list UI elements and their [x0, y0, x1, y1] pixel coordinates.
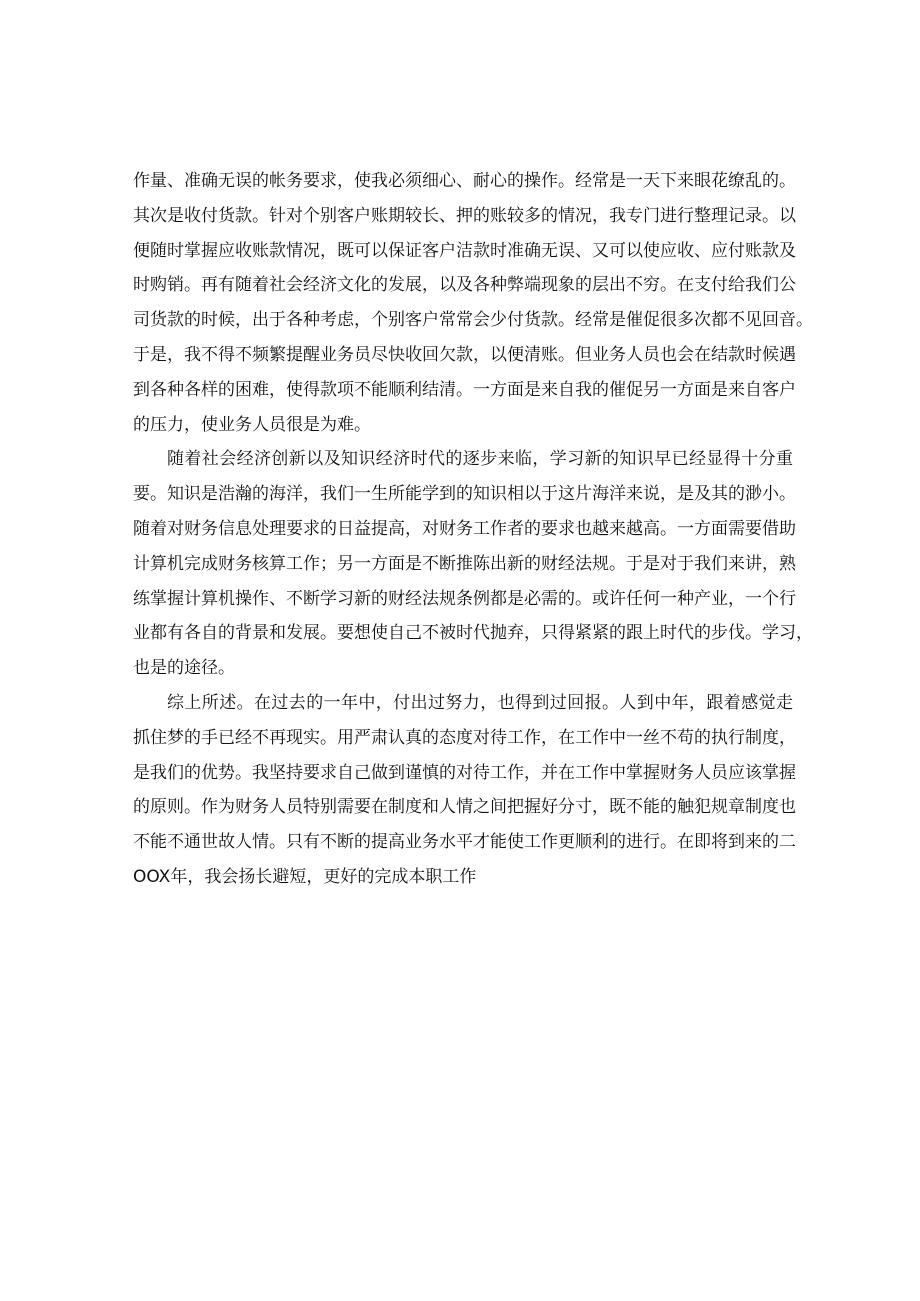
text-line: 要。知识是浩瀚的海洋，我们一生所能学到的知识相以于这片海洋来说，是及其的渺小。: [133, 484, 796, 505]
paragraph-1: [133, 164, 813, 442]
text-line: 是我们的优势。我坚持要求自己做到谨慎的对待工作，并在工作中掌握财务人员应该掌握: [133, 762, 796, 783]
text-line: 时购销。再有随着社会经济文化的发展，以及各种弊端现象的层出不穷。在支付给我们公: [133, 275, 796, 296]
text-line: OOX年，我会扬长避短，更好的完成本职工作: [133, 866, 477, 887]
text-line: 的原则。作为财务人员特别需要在制度和人情之间把握好分寸，既不能的触犯规章制度也: [133, 797, 796, 818]
document-body: [133, 164, 813, 895]
text-line: 综上所述。在过去的一年中，付出过努力，也得到过回报。人到中年，跟着感觉走: [167, 692, 793, 713]
text-line: 作量、准确无误的帐务要求，使我必须细心、耐心的操作。经常是一天下来眼花缭乱的。: [133, 171, 796, 191]
text-line: 计算机完成财务核算工作；另一方面是不断推陈出新的财经法规。于是对于我们来讲，熟: [133, 553, 796, 574]
text-line: 的压力，使业务人员很是为难。: [133, 414, 371, 435]
text-line: 也是的途径。: [133, 658, 235, 679]
text-line: 于是，我不得不频繁提醒业务员尽快收回欠款，以便清账。但业务人员也会在结款时候遇: [133, 344, 796, 365]
text-line: 练掌握计算机操作、不断学习新的财经法规条例都是必需的。或许任何一种产业，一个行: [133, 588, 796, 609]
text-line: 到各种各样的困难，使得款项不能顺利结清。一方面是来自我的催促另一方面是来自客户: [133, 379, 796, 400]
text-line: 业都有各自的背景和发展。要想使自己不被时代抛弃，只得紧紧的跟上时代的步伐。学习，: [133, 623, 813, 644]
text-line: 抓住梦的手已经不再现实。用严肃认真的态度对待工作，在工作中一丝不苟的执行制度，: [133, 727, 796, 748]
text-line: 随着对财务信息处理要求的日益提高，对财务工作者的要求也越来越高。一方面需要借助: [133, 518, 796, 539]
paragraph-2: [133, 442, 813, 686]
text-line: 便随时掌握应收账款情况，既可以保证客户洁款时准确无误、又可以使应收、应付账款及: [133, 240, 796, 261]
text-line: 其次是收付货款。针对个别客户账期较长、押的账较多的情况，我专门进行整理记录。以: [133, 205, 796, 226]
text-line: 司货款的时候，出于各种考虑，个别客户常常会少付货款。经常是催促很多次都不见回音。: [133, 310, 813, 331]
text-line: 随着社会经济创新以及知识经济时代的逐步来临，学习新的知识早已经显得十分重: [167, 449, 793, 470]
text-line: 不能不通世故人情。只有不断的提高业务水平才能使工作更顺利的进行。在即将到来的二: [133, 832, 796, 853]
paragraph-3: [133, 686, 796, 895]
